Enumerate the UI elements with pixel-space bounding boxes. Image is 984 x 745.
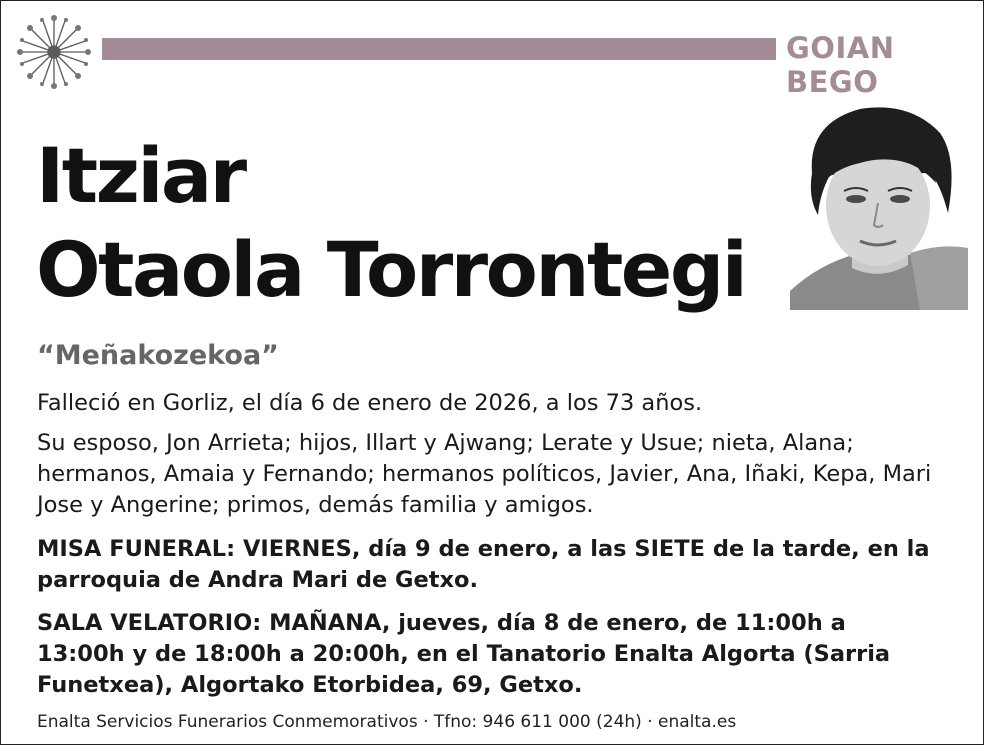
family-list: Su esposo, Jon Arrieta; hijos, Illart y Ajwang; Lerate y Usue; nieta, Alana; hermanos, Amaia y Fernando; hermanos políticos, Javier, Ana, Iñaki, Kepa, Mari Jose y Angerine; primos, demás familia y amigos. bbox=[37, 430, 932, 518]
wake-room: SALA VELATORIO: MAÑANA, jueves, día 8 de enero, de 11:00h a 13:00h y de 18:00h a 20:00h, en el Tanatorio Enalta Algorta (Sarria Funetxea), Algortako Etorbidea, 69, Getxo. bbox=[37, 610, 891, 698]
footer-contact: Enalta Servicios Funerarios Conmemorativos · Tfno: 946 611 000 (24h) · enalta.es bbox=[37, 712, 737, 732]
nickname: “Meñakozekoa” bbox=[37, 340, 279, 371]
funeral-mass: MISA FUNERAL: VIERNES, día 9 de enero, a las SIETE de la tarde, en la parroquia de Andra Mari de Getxo. bbox=[37, 536, 930, 593]
header-bar bbox=[102, 38, 776, 60]
surnames: Otaola Torrontegi bbox=[36, 225, 746, 314]
portrait-photo bbox=[790, 103, 968, 310]
flower-logo-icon bbox=[12, 12, 96, 92]
first-name: Itziar bbox=[36, 131, 245, 220]
death-notice: Falleció en Gorliz, el día 6 de enero de 2026, a los 73 años. bbox=[37, 390, 703, 416]
section-title: GOIAN BEGO bbox=[786, 31, 895, 99]
